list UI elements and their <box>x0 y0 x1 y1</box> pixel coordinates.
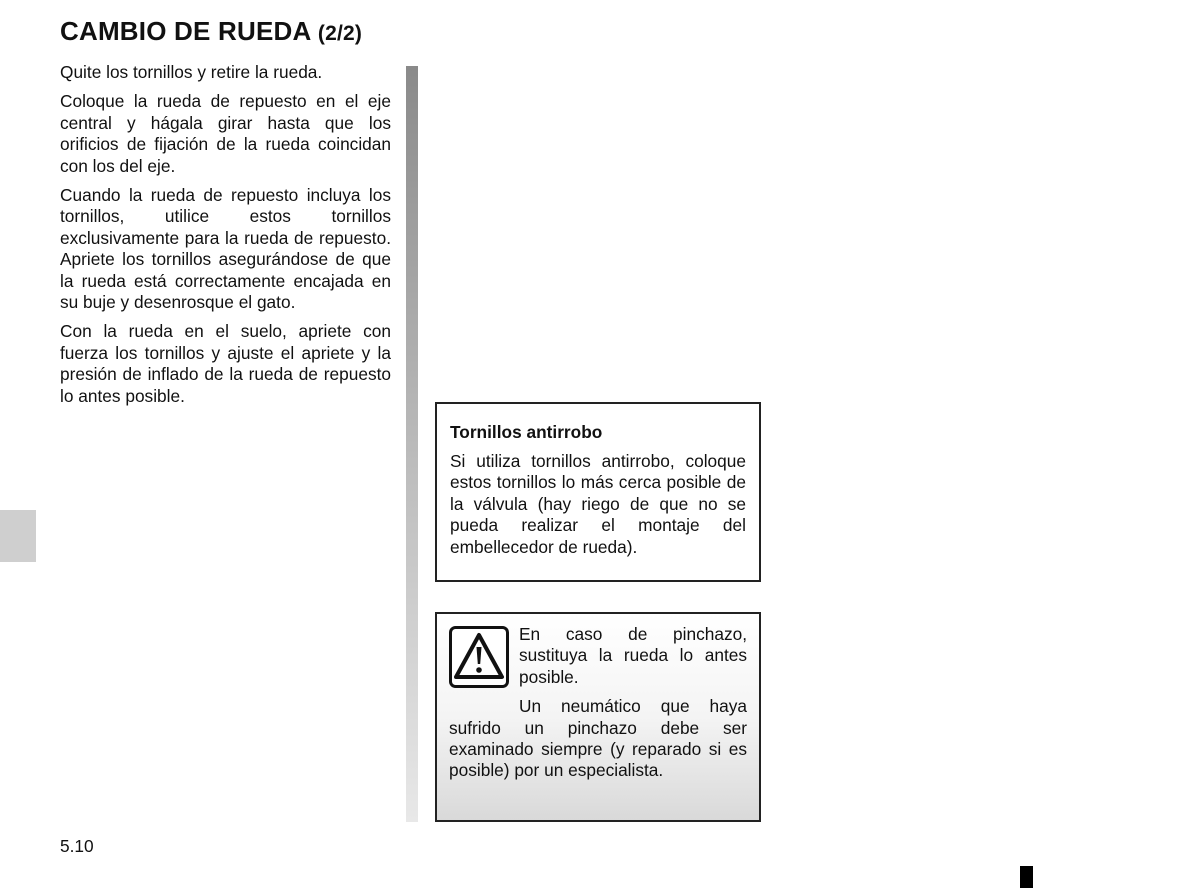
warning-paragraph-replace: En caso de pinchazo, sustituya la rueda lo antes posible. <box>519 624 747 687</box>
paragraph-tighten-bolts: Con la rueda en el suelo, apriete con fuerza los tornillos y ajuste el apriete y la presión de inflado de la rueda de repuesto lo antes posible. <box>60 321 391 406</box>
warning-triangle-icon <box>449 626 509 688</box>
anti-theft-bolts-box <box>435 402 761 582</box>
column-divider <box>406 66 418 822</box>
page-title <box>60 16 362 47</box>
left-column <box>60 62 391 415</box>
page-number: 5.10 <box>60 836 94 856</box>
paragraph-remove-wheel: Quite los tornillos y retire la rueda. <box>60 62 323 82</box>
puncture-warning-box <box>435 612 761 822</box>
title-text: CAMBIO DE RUEDA <box>60 16 311 46</box>
section-tab-marker <box>0 510 36 562</box>
paragraph-place-spare: Coloque la rueda de repuesto en el eje central y hágala girar hasta que los orificios de fijación de la rueda coincidan con los del eje. <box>60 91 391 176</box>
corner-mark <box>1020 866 1033 888</box>
anti-theft-text: Si utiliza tornillos antirrobo, coloque estos tornillos lo más cerca posible de la válvula (hay riego de que no se pueda realizar el montaje del embellecedor de rueda). <box>450 451 746 557</box>
warning-paragraph-inspect: Un neumático que haya sufrido un pinchazo debe ser examinado siempre (y reparado si es posible) por un especialista. <box>449 696 747 781</box>
title-suffix: (2/2) <box>317 22 363 45</box>
anti-theft-heading: Tornillos antirrobo <box>450 422 603 442</box>
paragraph-spare-bolts: Cuando la rueda de repuesto incluya los tornillos, utilice estos tornillos exclusivamente para la rueda de repuesto. Apriete los tornillos asegurándose de que la rueda está correctamente encajada en su buje y desenrosque el gato. <box>60 185 391 313</box>
